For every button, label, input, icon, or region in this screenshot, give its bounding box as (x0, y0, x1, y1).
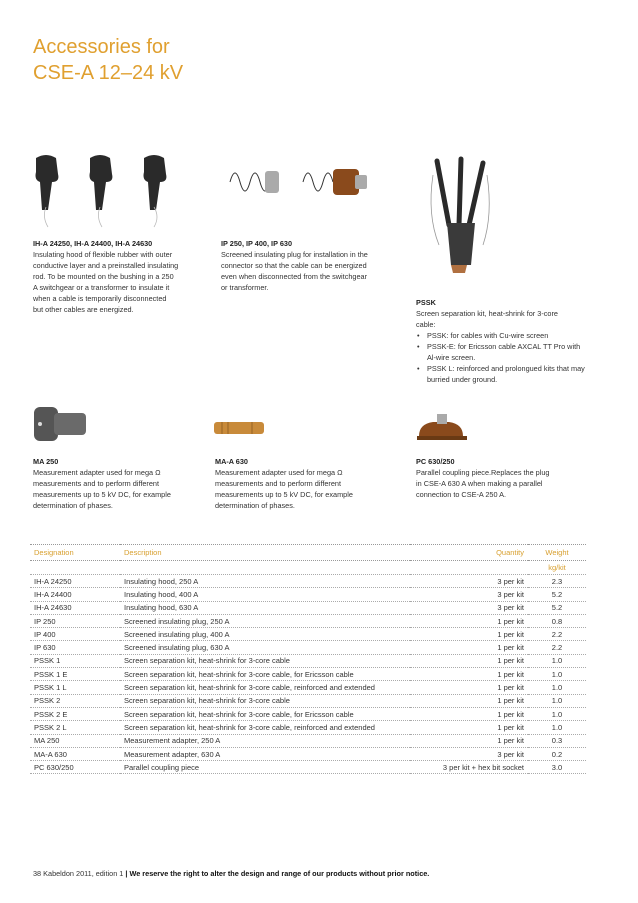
table-row (30, 668, 586, 681)
product-ma630-line: measurements and to perform different (215, 479, 342, 488)
cell-designation: IP 630 (30, 641, 120, 654)
cell-weight: 0.8 (528, 614, 586, 627)
product-iha-line: but other cables are energized. (33, 305, 134, 314)
product-ma630-line: Measurement adapter used for mega Ω (215, 468, 343, 477)
footer-notice: We reserve the right to alter the design and range of our products without prior notice. (129, 869, 430, 878)
cell-description: Insulating hood, 250 A (120, 575, 410, 588)
table-row (30, 707, 586, 720)
table-row (30, 628, 586, 641)
product-ip (221, 238, 391, 293)
product-pssk-bullet: • PSSK-E: for Ericsson cable AXCAL TT Pro with Al-wire screen. (427, 341, 586, 363)
cell-designation: PSSK 2 E (30, 707, 120, 720)
weight-unit: kg/kit (528, 561, 586, 575)
product-ma250 (33, 456, 203, 511)
cell-weight: 2.3 (528, 575, 586, 588)
table-header-row (30, 545, 586, 561)
product-iha-heading: IH-A 24250, IH-A 24400, IH-A 24630 (33, 239, 153, 248)
table-row (30, 694, 586, 707)
product-pssk-line: cable: (416, 320, 436, 329)
product-pssk-bullet: • PSSK: for cables with Cu-wire screen (427, 330, 586, 341)
table-row (30, 601, 586, 614)
column-header-description: Description (120, 545, 410, 561)
cell-designation: PC 630/250 (30, 761, 120, 774)
product-ip-line: connector so that the cable can be energized (221, 261, 367, 270)
table-row (30, 681, 586, 694)
cell-designation: PSSK 1 E (30, 668, 120, 681)
cell-quantity: 3 per kit + hex bit socket (410, 761, 528, 774)
table-row (30, 614, 586, 627)
cell-weight: 5.2 (528, 601, 586, 614)
product-iha-line: Insulating hood of flexible rubber with outer (33, 250, 173, 259)
table-row (30, 575, 586, 588)
cell-quantity: 1 per kit (410, 628, 528, 641)
cell-designation: PSSK 1 (30, 654, 120, 667)
cell-designation: IH-A 24630 (30, 601, 120, 614)
page-title-line2: CSE-A 12–24 kV (33, 62, 184, 84)
cell-designation: MA-A 630 (30, 747, 120, 760)
cell-weight: 0.3 (528, 734, 586, 747)
parallel-coupling-image (415, 410, 470, 450)
cell-designation: PSSK 1 L (30, 681, 120, 694)
cell-description: Measurement adapter, 250 A (120, 734, 410, 747)
cell-weight: 1.0 (528, 694, 586, 707)
cell-quantity: 1 per kit (410, 614, 528, 627)
measurement-adapter-250-image (30, 405, 90, 445)
insulating-plug-image (225, 157, 375, 207)
cell-quantity: 3 per kit (410, 575, 528, 588)
cell-description: Insulating hood, 400 A (120, 588, 410, 601)
product-pssk-heading: PSSK (416, 298, 436, 307)
cell-quantity: 1 per kit (410, 721, 528, 734)
cell-description: Screen separation kit, heat-shrink for 3-core cable, for Ericsson cable (120, 668, 410, 681)
cell-description: Parallel coupling piece (120, 761, 410, 774)
cell-quantity: 1 per kit (410, 641, 528, 654)
cell-designation: PSSK 2 L (30, 721, 120, 734)
cell-quantity: 3 per kit (410, 601, 528, 614)
page-title-line1: Accessories for (33, 36, 170, 58)
measurement-adapter-630-image (212, 418, 267, 438)
product-pssk-line: Screen separation kit, heat-shrink for 3-core (416, 309, 558, 318)
product-iha-line: A switchgear or a transformer to insulate it (33, 283, 170, 292)
product-pc630 (416, 456, 586, 500)
table-row (30, 641, 586, 654)
cell-weight: 1.0 (528, 707, 586, 720)
product-pc630-line: in CSE-A 630 A when making a parallel (416, 479, 543, 488)
product-ma630-line: determination of phases. (215, 501, 295, 510)
column-header-weight: Weight (528, 545, 586, 561)
cell-designation: PSSK 2 (30, 694, 120, 707)
product-pssk-bullet: • PSSK L: reinforced and prolongued kits that may burried under ground. (427, 363, 586, 385)
product-iha-line: conductive layer and a preinstalled insulating (33, 261, 179, 270)
page-title (33, 34, 183, 86)
footer-separator: | (125, 869, 128, 878)
cell-designation: IP 400 (30, 628, 120, 641)
table-unit-row (30, 561, 586, 575)
cell-quantity: 1 per kit (410, 681, 528, 694)
cell-weight: 2.2 (528, 628, 586, 641)
product-ip-line: even when disconnected from the switchgear (221, 272, 368, 281)
product-ma250-heading: MA 250 (33, 457, 59, 466)
product-ma250-line: Measurement adapter used for mega Ω (33, 468, 161, 477)
screen-separation-kit-image (425, 155, 495, 275)
cell-weight: 1.0 (528, 668, 586, 681)
cell-designation: IH-A 24250 (30, 575, 120, 588)
cell-weight: 3.0 (528, 761, 586, 774)
product-ma250-line: determination of phases. (33, 501, 113, 510)
cell-weight: 0.2 (528, 747, 586, 760)
table-row (30, 721, 586, 734)
table-row (30, 654, 586, 667)
table-row (30, 761, 586, 774)
product-ip-heading: IP 250, IP 400, IP 630 (221, 239, 293, 248)
page-footer (33, 869, 429, 878)
product-ip-line: or transformer. (221, 283, 269, 292)
cell-quantity: 1 per kit (410, 707, 528, 720)
cell-quantity: 1 per kit (410, 694, 528, 707)
column-header-quantity: Quantity (410, 545, 528, 561)
product-ma250-line: measurements up to 5 kV DC, for example (33, 490, 171, 499)
specification-table (30, 544, 586, 774)
cell-description: Screened insulating plug, 400 A (120, 628, 410, 641)
cell-quantity: 3 per kit (410, 588, 528, 601)
cell-weight: 5.2 (528, 588, 586, 601)
product-ip-line: Screened insulating plug for installation in the (221, 250, 368, 259)
product-pssk (416, 297, 586, 385)
cell-weight: 1.0 (528, 681, 586, 694)
cell-description: Screen separation kit, heat-shrink for 3-core cable, reinforced and extended (120, 681, 410, 694)
cell-description: Measurement adapter, 630 A (120, 747, 410, 760)
cell-description: Screened insulating plug, 630 A (120, 641, 410, 654)
cell-description: Screen separation kit, heat-shrink for 3-core cable (120, 694, 410, 707)
product-iha (33, 238, 208, 315)
cell-designation: MA 250 (30, 734, 120, 747)
cell-designation: IH-A 24400 (30, 588, 120, 601)
cell-weight: 1.0 (528, 654, 586, 667)
product-ma250-line: measurements and to perform different (33, 479, 160, 488)
table-row (30, 734, 586, 747)
cell-quantity: 1 per kit (410, 734, 528, 747)
product-pc630-line: connection to CSE-A 250 A. (416, 490, 507, 499)
product-ma630-heading: MA-A 630 (215, 457, 248, 466)
product-iha-line: when a cable is temporarily disconnected (33, 294, 167, 303)
cell-quantity: 3 per kit (410, 747, 528, 760)
cell-description: Screened insulating plug, 250 A (120, 614, 410, 627)
product-pssk-bullets (416, 330, 586, 385)
cell-description: Screen separation kit, heat-shrink for 3-core cable, reinforced and extended (120, 721, 410, 734)
cell-description: Screen separation kit, heat-shrink for 3-core cable (120, 654, 410, 667)
product-pc630-line: Parallel coupling piece.Replaces the plug (416, 468, 550, 477)
product-pc630-heading: PC 630/250 (416, 457, 455, 466)
cell-description: Insulating hood, 630 A (120, 601, 410, 614)
cell-quantity: 1 per kit (410, 668, 528, 681)
cell-designation: IP 250 (30, 614, 120, 627)
cell-description: Screen separation kit, heat-shrink for 3-core cable, for Ericsson cable (120, 707, 410, 720)
table-row (30, 747, 586, 760)
product-iha-line: rod. To be mounted on the bushing in a 250 (33, 272, 174, 281)
product-ma630 (215, 456, 385, 511)
table-row (30, 588, 586, 601)
cell-weight: 2.2 (528, 641, 586, 654)
cell-quantity: 1 per kit (410, 654, 528, 667)
column-header-designation: Designation (30, 545, 120, 561)
cell-weight: 1.0 (528, 721, 586, 734)
footer-page-info: 38 Kabeldon 2011, edition 1 (33, 869, 124, 878)
product-ma630-line: measurements up to 5 kV DC, for example (215, 490, 353, 499)
insulating-hood-image (28, 152, 193, 232)
